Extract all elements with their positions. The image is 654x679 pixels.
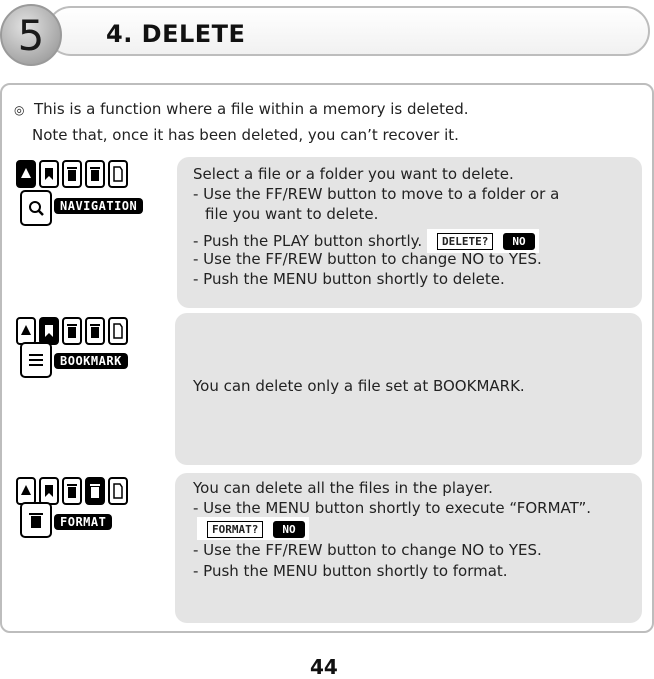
search-folder-icon <box>20 190 52 226</box>
mode-icon-strip-format <box>16 477 128 505</box>
circle-bullet-icon: ◎ <box>14 103 25 117</box>
intro-line-2: Note that, once it has been deleted, you can’t recover it. <box>32 126 459 144</box>
navigation-line-6: - Push the MENU button shortly to delete. <box>193 270 505 288</box>
format-line-1: You can delete all the files in the player. <box>193 479 493 497</box>
delete-mode-icon <box>62 477 82 505</box>
bookmark-text: You can delete only a file set at BOOKMARK. <box>193 377 525 395</box>
delete-prompt-label: DELETE? <box>437 233 493 250</box>
navigation-mode-icon <box>16 477 36 505</box>
navigation-line-2: - Use the FF/REW button to move to a folder or a <box>193 185 560 203</box>
bookmark-list-icon <box>20 342 52 378</box>
mode-icon-strip-navigation <box>16 160 128 188</box>
format-mode-icon <box>85 160 105 188</box>
navigation-mode-icon <box>16 160 36 188</box>
navigation-tag: NAVIGATION <box>54 198 143 214</box>
bookmark-mode-icon <box>39 477 59 505</box>
file-mode-icon <box>108 317 128 345</box>
intro-text-1: This is a function where a file within a memory is deleted. <box>34 100 469 118</box>
format-prompt-value: NO <box>273 521 304 538</box>
navigation-line-5: - Use the FF/REW button to change NO to YES. <box>193 250 542 268</box>
format-line-3: - Use the FF/REW button to change NO to YES. <box>193 541 542 559</box>
format-mode-icon <box>85 317 105 345</box>
delete-prompt-value: NO <box>503 233 534 250</box>
format-tag: FORMAT <box>54 514 112 530</box>
page-title: 4. DELETE <box>106 20 246 48</box>
bookmark-mode-icon <box>39 317 59 345</box>
file-mode-icon <box>108 160 128 188</box>
intro-line-1 <box>14 100 469 118</box>
navigation-line-4-text: - Push the PLAY button shortly. <box>193 232 423 250</box>
format-prompt-display <box>197 517 309 540</box>
format-line-4: - Push the MENU button shortly to format. <box>193 562 508 580</box>
navigation-line-1: Select a file or a folder you want to delete. <box>193 165 514 183</box>
file-mode-icon <box>108 477 128 505</box>
format-mode-icon <box>85 477 105 505</box>
bookmark-mode-icon <box>39 160 59 188</box>
page-number: 44 <box>310 655 338 679</box>
bookmark-tag: BOOKMARK <box>54 353 128 369</box>
format-prompt-label: FORMAT? <box>207 521 263 538</box>
trash-icon <box>20 502 52 538</box>
delete-mode-icon <box>62 160 82 188</box>
navigation-line-3: file you want to delete. <box>205 205 379 223</box>
format-line-2: - Use the MENU button shortly to execute “FORMAT”. <box>193 499 591 517</box>
mode-icon-strip-bookmark <box>16 317 128 345</box>
chapter-number-badge: 5 <box>0 4 62 66</box>
delete-mode-icon <box>62 317 82 345</box>
navigation-mode-icon <box>16 317 36 345</box>
